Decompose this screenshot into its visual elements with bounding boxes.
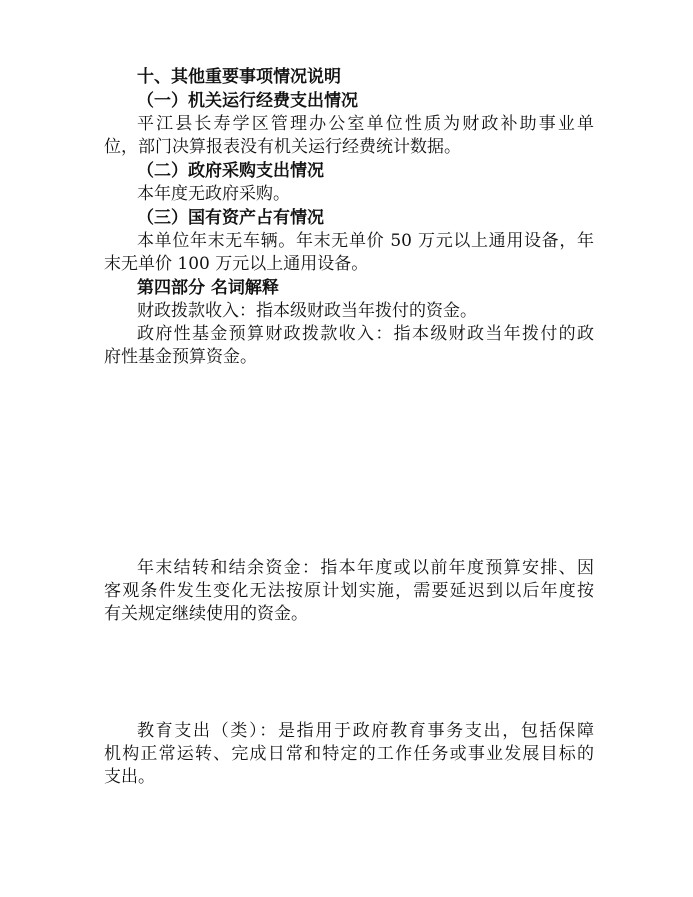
term3-line-1: 年末结转和结余资金：指本年度或以前年度预算安排、因	[137, 558, 594, 578]
sub1-line-2: 位，部门决算报表没有机关运行经费统计数据。	[104, 137, 461, 157]
sub1-line-1: 平江县长寿学区管理办公室单位性质为财政补助事业单	[137, 114, 594, 134]
section-ten-title: 十、其他重要事项情况说明	[137, 67, 341, 87]
term3-line-2: 客观条件发生变化无法按原计划实施，需要延迟到以后年度按	[104, 581, 594, 601]
term2-line-1: 政府性基金预算财政拨款收入：指本级财政当年拨付的政	[137, 324, 594, 344]
sub1-heading: （一）机关运行经费支出情况	[137, 91, 358, 111]
part-four-heading: 第四部分 名词解释	[137, 278, 279, 298]
sub2-line-1: 本年度无政府采购。	[137, 184, 290, 204]
term4-line-2: 机构正常运转、完成日常和特定的工作任务或事业发展目标的	[104, 744, 594, 764]
term4-line-3: 支出。	[104, 767, 155, 787]
term3-line-3: 有关规定继续使用的资金。	[104, 604, 308, 624]
sub3-line-1: 本单位年末无车辆。年末无单价 50 万元以上通用设备，年	[137, 231, 594, 251]
term4-line-1: 教育支出（类）：是指用于政府教育事务支出，包括保障	[137, 721, 594, 741]
term1-line-1: 财政拨款收入：指本级财政当年拨付的资金。	[137, 301, 477, 321]
sub2-heading: （二）政府采购支出情况	[137, 161, 324, 181]
sub3-heading: （三）国有资产占有情况	[137, 208, 324, 228]
sub3-line-2: 末无单价 100 万元以上通用设备。	[104, 254, 369, 274]
term2-line-2: 府性基金预算资金。	[104, 347, 257, 367]
